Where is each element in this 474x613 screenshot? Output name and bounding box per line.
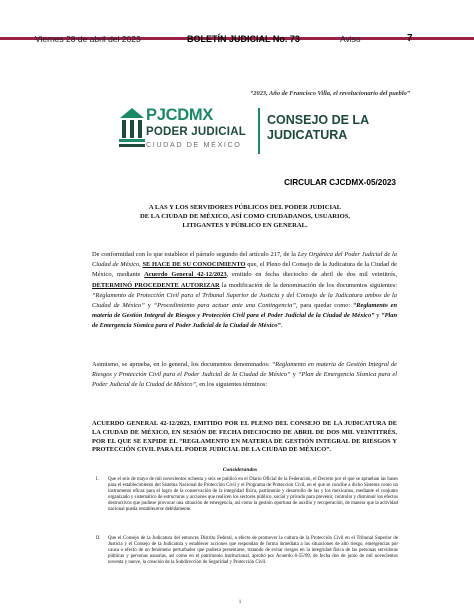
pjcdmx-logo <box>118 106 258 154</box>
scales-emblem-icon <box>118 106 146 150</box>
circular-number: CIRCULAR CJCDMX-05/2023 <box>284 178 396 187</box>
year-motto: “2023, Año de Francisco Villa, el revolucionario del pueblo” <box>250 90 410 97</box>
considerandos-heading: Considerandos <box>222 467 258 473</box>
bulletin-title: BOLETÍN JUDICIAL No. 73 <box>187 34 300 44</box>
addressee-block: A LAS Y LOS SERVIDORES PÚBLICOS DEL PODER JUDICIAL DE LA CIUDAD DE MÉXICO, ASÍ COMO CIUDADANOS, USUARIOS, LITIGANTES Y PÚBLICO EN GENERAL. <box>139 204 351 229</box>
council-name: CONSEJO DE LA JUDICATURA <box>267 113 370 142</box>
logo-poder-judicial: PODER JUDICIAL <box>146 126 246 138</box>
section-label: Aviso <box>340 34 361 44</box>
logo-acronym: PJCDMX <box>146 106 213 124</box>
considerando-item: I. Que el seis de mayo de mil novecientos ochenta y seis se publicó en el Diario Oficial de la Federación, el Decreto por el que se aprueban las bases para el establecimiento del Sistema Nacional de Protección Civil y el Programa de Protección Civil, en el que se concibe a dicho Sistema como un instrumento eficaz para el logro de la conservación de la integridad física, patrimonio y desarrollo de las y los mexicanos, mediante el conjunto organizado y sistemático de estructuras y acciones que realicen los sectores público, social y privado para prevenir, controlar y disminuir los efectos destructivos que pudiese provocar una situación de emergencia, así como la gestión oportuna de auxilio y recuperación, de manera que la actividad nacional pueda restablecerse debidamente. <box>96 477 398 513</box>
bulletin-date: Viernes 28 de abril del 2023 <box>35 34 141 44</box>
bulletin-page-number: 7 <box>407 33 413 44</box>
paragraph-approval: Asimismo, se aprueba, en lo general, los documentos denominados: “Reglamento en materia de Gestión Integral de Riesgos y Protección Civil para el Poder Judicial de la Ciudad de México” y “Plan de Emergencia Sísmica para el Poder Judicial de la Ciudad de México”, en los siguientes términos: <box>92 361 397 389</box>
logo-city: CIUDAD DE MÉXICO <box>146 140 242 149</box>
logo-divider <box>258 108 260 154</box>
circular-document <box>70 60 410 608</box>
agreement-title: ACUERDO GENERAL 42-12/2023, EMITIDO POR EL PLENO DEL CONSEJO DE LA JUDICATURA DE LA CIUDAD DE MÉXICO, EN SESIÓN DE FECHA DIECIOCHO DE ABRIL DE DOS MIL VEINTITRÉS, POR EL QUE SE EXPIDE EL “REGLAMENTO EN MATERIA DE GESTIÓN INTEGRAL DE RIESGOS Y PROTECCIÓN CIVIL PARA EL PODER JUDICIAL DE LA CIUDAD DE MÉXICO”. <box>92 420 397 454</box>
bulletin-header <box>0 0 474 44</box>
considerando-item: II. Que el Consejo de la Judicatura del entonces Distrito Federal, a efecto de promover la cultura de la Protección Civil en el Tribunal Superior de Justicia y el Consejo de la Judicatura y establecer acciones que respondan de forma inmediata a las situaciones de alto riesgo, emergencias por causa o efecto de un fenómeno perturbador que pudiera presentarse, tratando de evitar riesgos en la integridad física de las personas servidoras públicas y personas usuarias, así como en el patrimonio institucional, aprobó por Acuerdo 6-55/99, de fecha dos de junio de mil novecientos noventa y nueve, la creación de la Subdirección de Seguridad y Protección Civil. <box>96 536 398 566</box>
paragraph-notice: De conformidad con lo que establece el párrafo segundo del artículo 217, de la Ley Orgánica del Poder Judicial de la Ciudad de México, SE HACE DE SU CONOCIMIENTO que, el Pleno del Consejo de la Judicatura de la Ciudad de México, mediante Acuerdo General 42-12/2023, emitido en fecha dieciocho de abril de dos mil veintitrés, DETERMINÓ PROCEDENTE AUTORIZAR la modificación de la denominación de los documentos siguientes: “Reglamento de Protección Civil para el Tribunal Superior de Justicia y del Consejo de la Judicatura ambos de la Ciudad de México” y “Procedimiento para actuar ante una Contingencia”, para quedar como: “Reglamento en materia de Gestión Integral de Riesgos y Protección Civil para el Poder Judicial de la Ciudad de México” y “Plan de Emergencia Sísmica para el Poder Judicial de la Ciudad de México”. <box>92 251 398 330</box>
document-page-number: 1 <box>238 600 242 605</box>
